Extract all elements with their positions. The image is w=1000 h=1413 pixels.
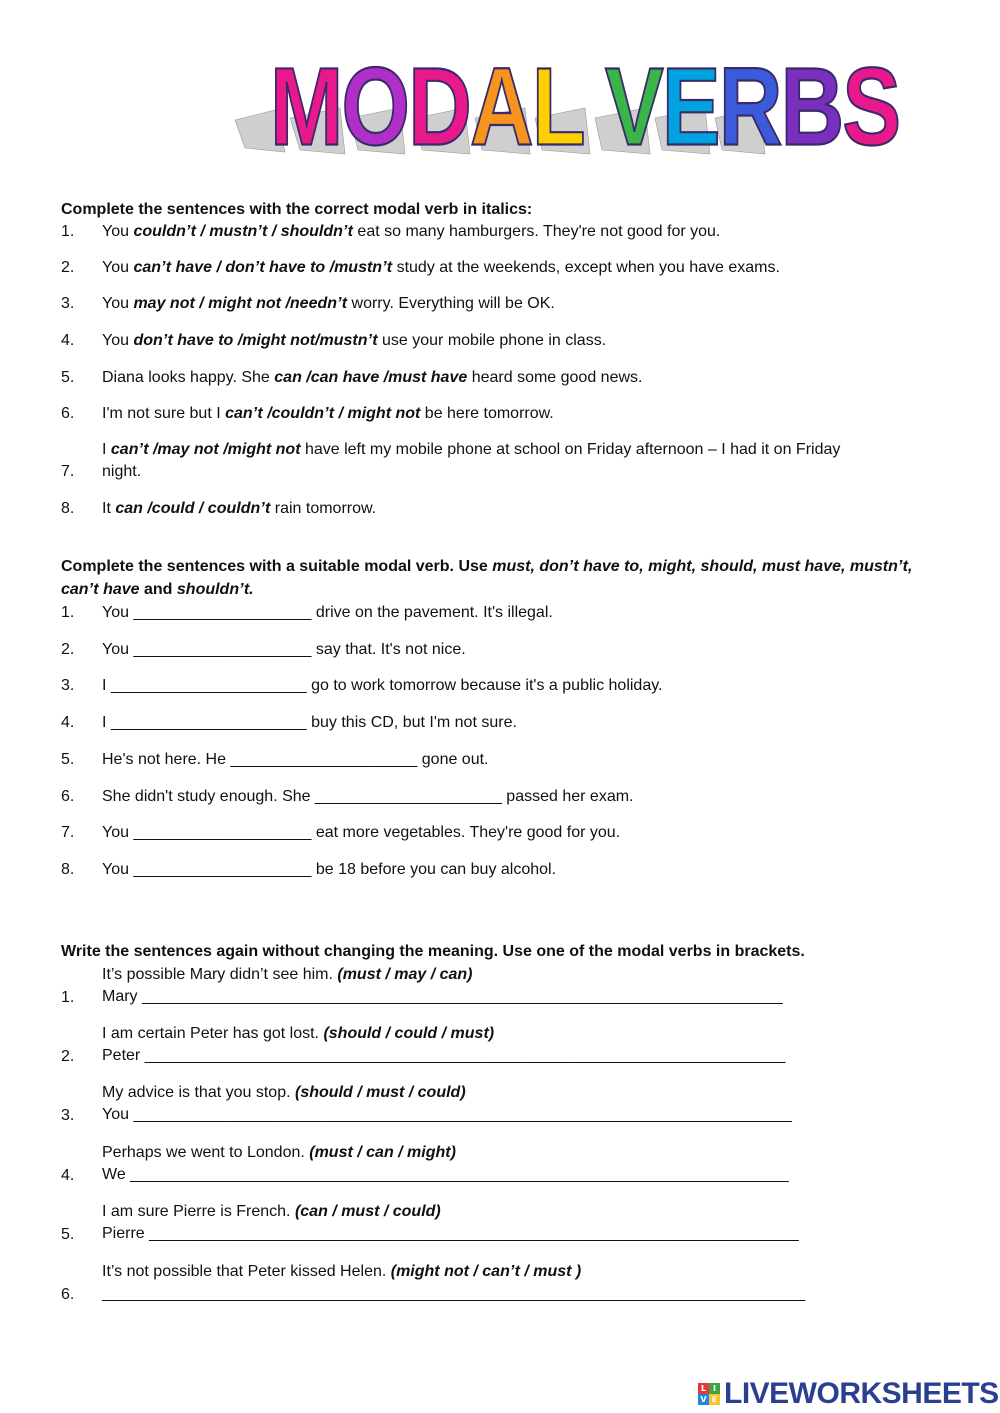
item-number: 5. [61,1226,75,1243]
exercise-1-sentence [102,257,780,279]
modal-options[interactable]: can’t /may not /might not [110,441,301,458]
answer-line[interactable]: Peter ________________________________________________________________________ [102,1047,786,1064]
sentence-end: heard some good news. [467,369,643,386]
modal-options: (must / may / can) [337,966,473,983]
answer-line[interactable]: Mary ________________________________________________________________________ [102,988,783,1005]
gap-fill-sentence[interactable]: You ____________________ eat more vegetables. They're good for you. [102,824,621,841]
sentence-end: have left my mobile phone at school on Friday afternoon – I had it on Friday [300,441,841,458]
modal-options: (should / must / could) [294,1084,466,1101]
exercise-1-sentence [102,498,376,520]
sentence-start: You [102,223,134,240]
item-number: 6. [61,405,75,422]
prompt-text: It’s not possible that Peter kissed Helen. [102,1263,391,1280]
sentence-start: I [102,441,111,458]
item-number: 4. [61,714,75,731]
modal-options: (must / can / might) [309,1144,456,1161]
title-letter [582,45,605,168]
title-letter: A [470,45,532,169]
item-number: 2. [61,259,75,276]
item-number: 7. [61,824,75,841]
item-number: 4. [61,332,75,349]
title-letter: E [661,45,719,169]
title-letter: B [780,45,843,169]
modal-options[interactable]: don’t have to /might not/mustn’t [133,332,378,349]
section-1-heading: Complete the sentences with the correct modal verb in italics: [61,201,533,218]
title-letter: D [408,45,471,169]
title-letter: L [531,45,583,169]
item-number: 8. [61,500,75,517]
exercise-1-sentence [102,403,554,425]
section-2-heading-verbs-3: shouldn’t. [176,581,254,598]
sentence-start: You [102,259,134,276]
gap-fill-sentence[interactable]: I ______________________ go to work tomorrow because it's a public holiday. [102,677,663,694]
rewrite-exercise [102,1261,805,1305]
sentence-end: be here tomorrow. [420,405,554,422]
section-2 [61,555,941,601]
item-number: 6. [61,1286,75,1303]
exercise-1-sentence [102,330,606,352]
exercise-1-sentence [102,293,555,315]
item-number: 1. [61,989,75,1006]
sentence-end: study at the weekends, except when you have exams. [392,259,780,276]
sentence-end: rain tomorrow. [270,500,377,517]
section-3 [61,940,941,963]
modal-options[interactable]: can /can have /must have [274,369,468,386]
sentence-start: You [102,295,134,312]
answer-line[interactable]: We __________________________________________________________________________ [102,1166,789,1183]
logo-text: LIVEWORKSHEETS [724,1377,999,1410]
item-number: 3. [61,677,75,694]
item-number: 1. [61,604,75,621]
original-sentence [102,1082,792,1104]
original-sentence [102,1142,789,1164]
original-sentence [102,1023,785,1045]
gap-fill-sentence[interactable]: He's not here. He _____________________ gone out. [102,751,489,768]
item-number: 7. [61,463,75,480]
rewrite-exercise [102,1201,799,1245]
section-3-heading: Write the sentences again without changing the meaning. Use one of the modal verbs in brackets. [61,943,805,960]
modal-options[interactable]: can’t /couldn’t / might not [225,405,421,422]
gap-fill-sentence[interactable]: You ____________________ drive on the pavement. It's illegal. [102,604,553,621]
exercise-1-sentence [102,221,720,243]
title-letter: R [718,45,781,169]
gap-fill-sentence[interactable]: You ____________________ say that. It's not nice. [102,641,466,658]
item-number: 2. [61,641,75,658]
modal-options: (might not / can’t / must ) [390,1263,582,1280]
rewrite-exercise [102,1082,792,1126]
sentence-start: I'm not sure but I [102,405,226,422]
item-number: 5. [61,369,75,386]
item-number: 3. [61,1107,75,1124]
modal-options[interactable]: couldn’t / mustn’t / shouldn’t [133,223,353,240]
modal-options[interactable]: may not / might not /needn’t [133,295,348,312]
gap-fill-sentence[interactable]: She didn't study enough. She _____________________ passed her exam. [102,788,634,805]
prompt-text: My advice is that you stop. [102,1084,295,1101]
title-letter: V [604,45,662,169]
title-banner [230,45,900,169]
item-number: 1. [61,223,75,240]
section-2-heading [61,555,941,601]
title-letter: M [270,45,342,169]
original-sentence [102,1261,805,1283]
sentence-start: You [102,332,134,349]
item-number: 8. [61,861,75,878]
rewrite-exercise [102,964,783,1008]
original-sentence [102,964,783,986]
original-sentence [102,1201,799,1223]
modal-options[interactable]: can /could / couldn’t [115,500,271,517]
item-number: 5. [61,751,75,768]
logo-mark-letter: L [698,1383,709,1394]
sentence-continuation: night. [102,463,142,480]
sentence-start: Diana looks happy. She [102,369,275,386]
item-number: 3. [61,295,75,312]
modal-options: (should / could / must) [323,1025,495,1042]
answer-line[interactable]: You __________________________________________________________________________ [102,1106,792,1123]
prompt-text: It’s possible Mary didn’t see him. [102,966,338,983]
logo-mark-letter: E [709,1394,720,1405]
rewrite-exercise [102,1023,785,1067]
item-number: 6. [61,788,75,805]
sentence-end: worry. Everything will be OK. [347,295,555,312]
modal-options[interactable]: can’t have / don’t have to /mustn’t [133,259,393,276]
item-number: 4. [61,1167,75,1184]
modal-options: (can / must / could) [294,1203,441,1220]
logo-mark-icon [698,1383,720,1405]
section-1 [61,198,941,221]
answer-line[interactable]: _______________________________________________________________________________ [102,1285,805,1302]
prompt-text: Perhaps we went to London. [102,1144,310,1161]
liveworksheets-logo [698,1378,999,1410]
section-2-heading-and: and [139,581,177,598]
gap-fill-sentence[interactable]: You ____________________ be 18 before you can buy alcohol. [102,861,557,878]
prompt-text: I am sure Pierre is French. [102,1203,295,1220]
answer-line[interactable]: Pierre _________________________________________________________________________ [102,1225,799,1242]
section-2-heading-verbs: must, don’t have to, might, should, must have, mustn’t, [492,558,913,575]
rewrite-exercise [102,1142,789,1186]
logo-mark-letter: V [698,1394,709,1405]
exercise-1-sentence [102,367,642,389]
exercise-1-sentence [102,439,840,483]
section-2-heading-text: Complete the sentences with a suitable modal verb. Use [61,558,493,575]
page-title [270,45,900,169]
sentence-start: It [102,500,116,517]
title-letter: S [842,45,900,169]
title-letter: O [341,45,409,169]
prompt-text: I am certain Peter has got lost. [102,1025,324,1042]
item-number: 2. [61,1048,75,1065]
sentence-end: use your mobile phone in class. [377,332,607,349]
logo-mark-letter: I [709,1383,720,1394]
gap-fill-sentence[interactable]: I ______________________ buy this CD, but I'm not sure. [102,714,517,731]
section-2-heading-verbs-2: can’t have [61,581,140,598]
sentence-end: eat so many hamburgers. They're not good for you. [352,223,721,240]
